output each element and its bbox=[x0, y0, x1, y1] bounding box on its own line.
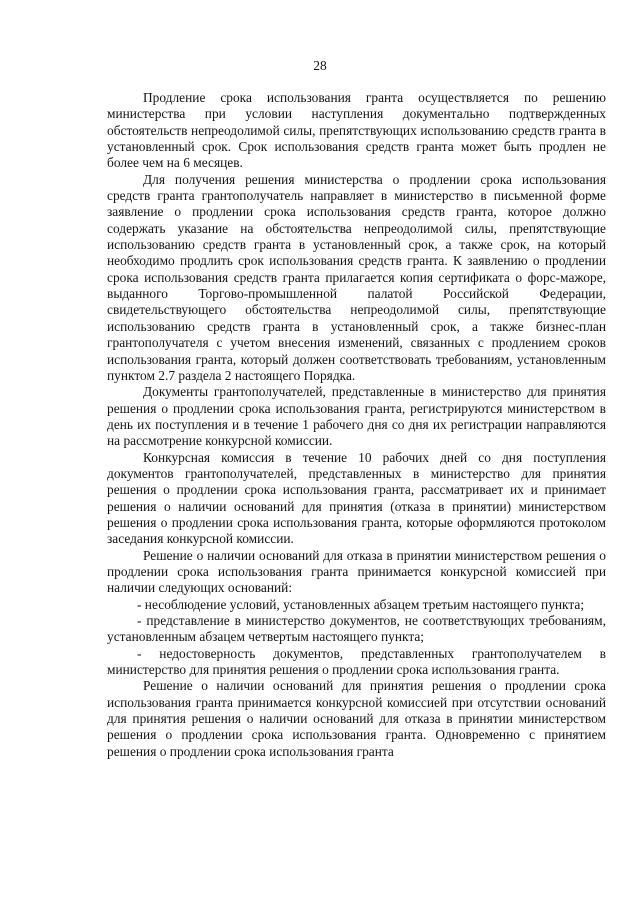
paragraph-document-registration: Документы грантополучателей, представленные в министерство для принятия решения о продлении срока использования гранта, регистрируются министерством в день их поступления и в течение 1 рабочего дня со дня их регистрации направляются на рассмотрение конкурсной комиссии. bbox=[107, 384, 606, 449]
document-body bbox=[107, 90, 606, 760]
paragraph-approval-decision: Решение о наличии оснований для принятия решения о продлении срока использования гранта принимается конкурсной комиссией при отсутствии оснований для принятия решения о наличии оснований для отказа в принятии министерством решения о продлении срока использования гранта. Одновременно с принятием решения о продлении срока использования гранта bbox=[107, 678, 606, 759]
list-item-unreliable-documents: - недостоверность документов, представленных грантополучателем в министерство для принятия решения о продлении срока использования гранта. bbox=[107, 645, 606, 678]
paragraph-refusal-grounds: Решение о наличии оснований для отказа в принятии министерством решения о продлении срока использования гранта принимается конкурсной комиссией при наличии следующих оснований: bbox=[107, 547, 606, 596]
list-item-nonconforming-documents: - представление в министерство документов, не соответствующих требованиям, установленным абзацем четвертым настоящего пункта; bbox=[107, 613, 606, 645]
paragraph-extension-conditions: Продление срока использования гранта осуществляется по решению министерства при условии наступления документально подтвержденных обстоятельств непреодолимой силы, препятствующих использованию средств гранта в установленный срок. Срок использования средств гранта может быть продлен не более чем на 6 месяцев. bbox=[107, 90, 606, 171]
paragraph-application-requirements: Для получения решения министерства о продлении срока использования средств гранта грантополучатель направляет в министерство в письменной форме заявление о продлении срока использования средств гранта, которое должно содержать указание на обстоятельства непреодолимой силы, препятствующие использованию средств гранта в установленный срок, а также срок, на который необходимо продлить срок использования средств гранта. К заявлению о продлении срока использования средств гранта прилагается копия сертификата о форс-мажоре, выданного Торгово-промышленной палатой Российской Федерации, свидетельствующего обстоятельства непреодолимой силы, препятствующие использованию средств гранта в установленный срок, а также бизнес-план грантополучателя с учетом внесения изменений, связанных с продлением сроков использования гранта, который должен соответствовать требованиям, установленным пунктом 2.7 раздела 2 настоящего Порядка. bbox=[107, 171, 606, 383]
list-item-noncompliance: - несоблюдение условий, установленных абзацем третьим настоящего пункта; bbox=[137, 596, 585, 612]
paragraph-commission-review: Конкурсная комиссия в течение 10 рабочих дней со дня поступления документов грантополучателей, представленных в министерство для принятия решения о продлении срока использования гранта, рассматривает их и принимает решения о наличии оснований для принятия (отказа в принятии) министерством решения о продлении срока использования гранта, которые оформляются протоколом заседания конкурсной комиссии. bbox=[107, 449, 606, 547]
page-number: 28 bbox=[313, 58, 327, 73]
